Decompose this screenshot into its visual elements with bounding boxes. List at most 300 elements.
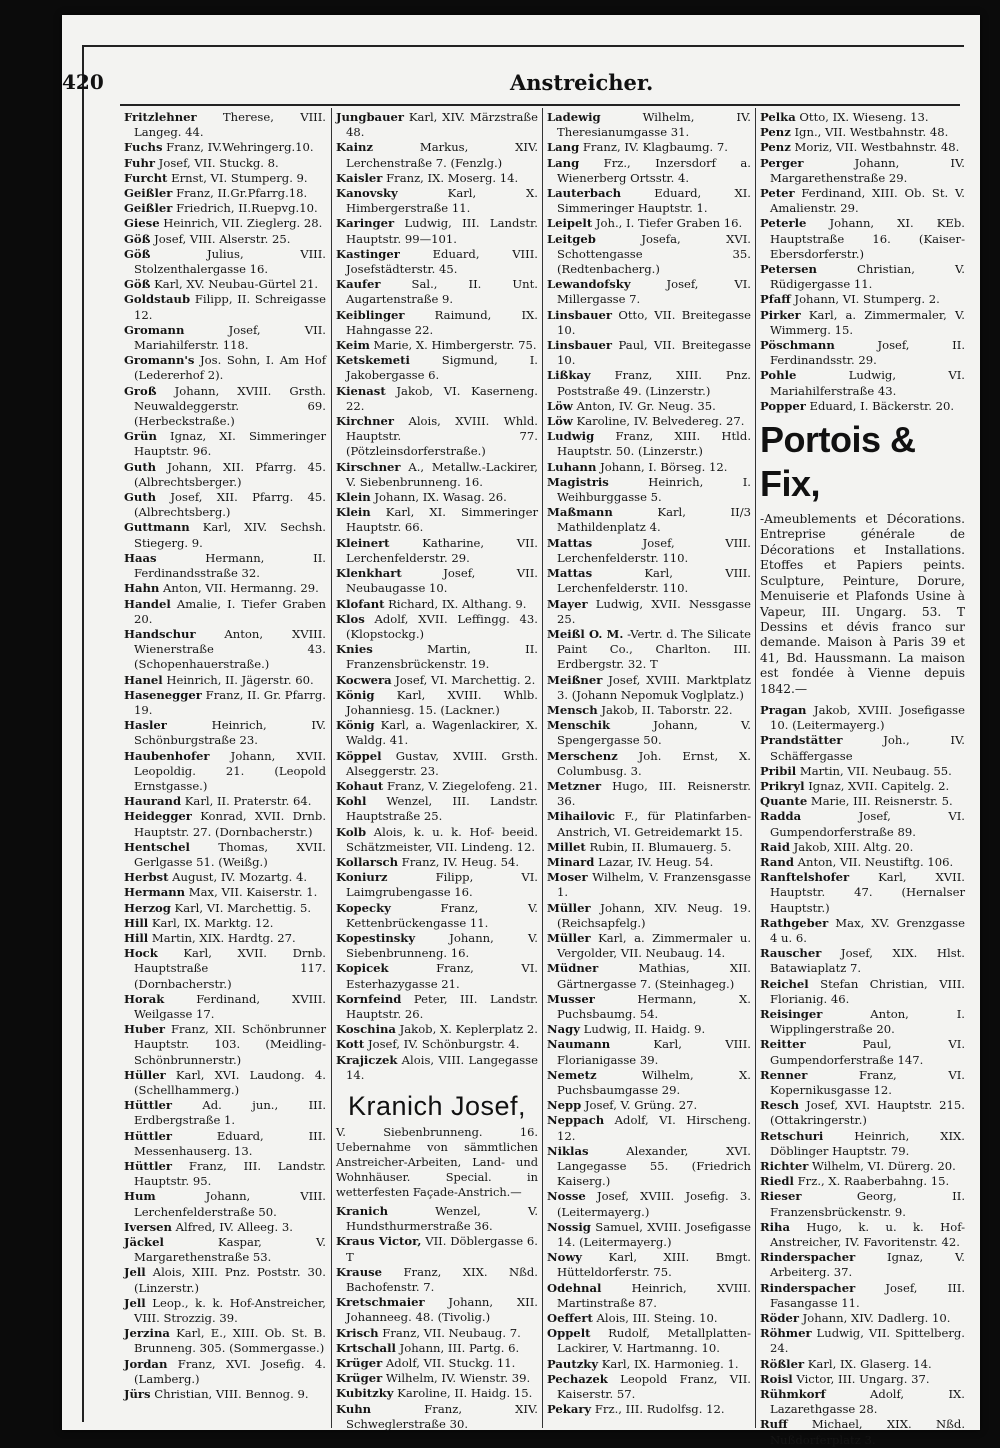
- entry-name: Müller: [547, 930, 591, 945]
- entry-details: Joh., I. Tiefer Graben 16.: [592, 216, 743, 231]
- directory-entry: [336, 855, 538, 870]
- entry-name: Nepp: [547, 1098, 582, 1113]
- directory-entry: [336, 460, 538, 490]
- entry-details: Gustav, XVIII. Grsth. Alseggerstr. 23.: [346, 748, 538, 778]
- entry-details: Karl, XIV. Märzstraße 48.: [346, 110, 538, 140]
- entry-name: Kornfeind: [336, 991, 402, 1006]
- directory-entry: [547, 1068, 751, 1098]
- directory-entry: [547, 308, 751, 338]
- directory-entry: [547, 475, 751, 505]
- entry-name: Pfaff: [760, 292, 791, 307]
- entry-details: Karl, VI. Marchettig. 5.: [170, 900, 312, 915]
- entry-name: Kretschmaier: [336, 1295, 425, 1310]
- directory-entry: [336, 186, 538, 216]
- entry-name: Röhmer: [760, 1326, 812, 1341]
- entry-details: Eduard, VIII. Josefstädterstr. 45.: [346, 246, 538, 277]
- entry-details: Adolf, IX. Lazarethgasse 28.: [770, 1387, 965, 1417]
- entry-name: Metzner: [547, 778, 602, 793]
- column-divider: [755, 108, 756, 1428]
- directory-entry: [336, 825, 538, 855]
- directory-entry: [124, 353, 326, 383]
- directory-entry: [336, 749, 538, 779]
- directory-entry: [547, 277, 751, 307]
- directory-entry: [760, 1037, 965, 1067]
- directory-entry: [336, 566, 538, 596]
- entry-details: Georg, II. Franzensbrückenstr. 9.: [770, 1189, 965, 1219]
- entry-details: Franz, VII. Neubaug. 7.: [378, 1325, 521, 1340]
- directory-entry: [336, 901, 538, 931]
- directory-entry: [124, 216, 326, 231]
- directory-entry: [336, 1371, 538, 1386]
- entry-name: Hanel: [124, 672, 163, 687]
- entry-name: Jerzina: [124, 1326, 170, 1341]
- directory-entry: [760, 1129, 965, 1159]
- entry-details: Julius, VIII. Stolzenthalergasse 16.: [134, 246, 326, 277]
- directory-entry: [547, 216, 751, 231]
- entry-name: Geißler: [124, 201, 173, 216]
- entry-name: Lißkay: [547, 368, 591, 383]
- entry-name: Jürs: [124, 1387, 151, 1402]
- entry-details: F., für Platinfarben-Anstrich, VI. Getreidemarkt 15.: [557, 809, 751, 839]
- directory-entry: [547, 110, 751, 140]
- directory-entry: [124, 1357, 326, 1387]
- entry-name: Hasenegger: [124, 687, 202, 702]
- kranich-ad-headline: Kranich Josef,: [347, 1091, 527, 1121]
- directory-entry: [547, 1357, 751, 1372]
- entry-name: Heidegger: [124, 809, 192, 824]
- entry-details: Karl, X. Himbergerstraße 11.: [346, 186, 538, 216]
- directory-entry: [336, 718, 538, 748]
- entry-name: Kirchner: [336, 414, 394, 429]
- entry-name: Hermann: [124, 885, 186, 900]
- entry-details: Anton, IV. Gr. Neug. 35.: [572, 398, 716, 413]
- entry-name: Göß: [124, 277, 151, 292]
- entry-name: Kastinger: [336, 246, 400, 261]
- entry-details: Johann, VI. Stumperg. 2.: [790, 292, 940, 307]
- entry-name: Kanovsky: [336, 186, 398, 201]
- entry-name: Oeffert: [547, 1311, 593, 1326]
- entry-details: Alois, VIII. Langegasse 14.: [346, 1052, 538, 1082]
- entry-details: Ludwig, II. Haidg. 9.: [579, 1022, 706, 1037]
- directory-entry: [547, 627, 751, 673]
- entry-name: Naumann: [547, 1037, 611, 1052]
- entry-details: Johann, XIV. Dadlerg. 10.: [798, 1311, 951, 1326]
- directory-entry: [124, 1326, 326, 1356]
- entry-details: Frz., X. Raaberbahng. 15.: [793, 1174, 950, 1189]
- directory-entry: [547, 703, 751, 718]
- entry-name: Rinderspacher: [760, 1250, 856, 1265]
- entry-details: Ludwig, XVII. Nessgasse 25.: [557, 596, 751, 626]
- entry-name: Nagy: [547, 1022, 580, 1037]
- directory-entry: [124, 1068, 326, 1098]
- directory-entry: [336, 536, 538, 566]
- entry-details: Amalie, I. Tiefer Graben 20.: [134, 596, 326, 626]
- directory-entry: [547, 338, 751, 368]
- directory-entry: [124, 931, 326, 946]
- directory-entry: [336, 992, 538, 1022]
- entry-name: Reichel: [760, 976, 809, 991]
- entry-name: Guth: [124, 459, 157, 474]
- entry-name: Lauterbach: [547, 186, 622, 201]
- entry-details: Karl, IX. Harmonieg. 1.: [598, 1356, 739, 1371]
- entry-details: Karl, IX. Marktg. 12.: [148, 915, 274, 930]
- entry-name: Kohaut: [336, 778, 384, 793]
- entry-name: Resch: [760, 1098, 800, 1113]
- entry-name: Klenkhart: [336, 566, 402, 581]
- entry-name: Pelka: [760, 110, 796, 124]
- directory-entry: [336, 597, 538, 612]
- directory-entry: [124, 186, 326, 201]
- entry-details: Johann, IX. Wasag. 26.: [370, 490, 507, 505]
- entry-details: Alois, k. u. k. Hof- beeid. Schätzmeister, VII. Lindeng. 12.: [346, 824, 538, 854]
- entry-name: Hill: [124, 930, 149, 945]
- entry-details: Hermann, II. Ferdinandsstraße 32.: [134, 550, 326, 581]
- entry-name: Ludwig: [547, 429, 595, 444]
- entry-details: Josef, XIX. Hlst. Batawiaplatz 7.: [770, 946, 965, 976]
- entry-name: Maßmann: [547, 505, 613, 520]
- entry-name: Hüller: [124, 1067, 166, 1082]
- entry-name: Pribil: [760, 763, 797, 778]
- directory-entry: [336, 1386, 538, 1401]
- directory-entry: [760, 1159, 965, 1174]
- entry-name: Hüttler: [124, 1098, 172, 1113]
- entry-name: Nemetz: [547, 1067, 597, 1082]
- directory-entry: [336, 612, 538, 642]
- entry-details: Franz, V. Kettenbrückengasse 11.: [346, 900, 538, 930]
- entry-name: Pohle: [760, 368, 797, 383]
- entry-details: Alois, XIII. Pnz. Poststr. 30. (Linzerstr.): [134, 1265, 326, 1295]
- directory-entry: [336, 308, 538, 338]
- entry-details: Franz, VI. Kopernikusgasse 12.: [770, 1067, 965, 1098]
- entry-details: Katharine, VII. Lerchenfelderstr. 29.: [346, 535, 538, 565]
- entry-name: Rühmkorf: [760, 1387, 826, 1402]
- entry-name: Kopecky: [336, 900, 391, 915]
- directory-entry: [336, 961, 538, 991]
- directory-entry: [760, 308, 965, 338]
- directory-entry: [336, 140, 538, 170]
- entry-name: Groß: [124, 383, 157, 398]
- directory-entry: [336, 1265, 538, 1295]
- entry-details: Josef, VI. Marchettig. 2.: [391, 672, 536, 687]
- entry-name: Gromann's: [124, 353, 195, 368]
- directory-entry: [760, 977, 965, 1007]
- entry-details: Rubin, II. Blumauerg. 5.: [585, 839, 732, 854]
- entry-name: Huber: [124, 1022, 165, 1037]
- entry-details: Josef, VI. Millergasse 7.: [557, 277, 751, 307]
- directory-entry: [760, 186, 965, 216]
- entry-details: Richard, IX. Althang. 9.: [384, 596, 527, 611]
- entry-details: Sal., II. Unt. Augartenstraße 9.: [346, 277, 538, 307]
- entry-details: Rudolf, Metallplatten-Lackirer, V. Hartmanng. 10.: [557, 1326, 751, 1356]
- entry-name: Perger: [760, 155, 804, 170]
- directory-entry: [760, 1068, 965, 1098]
- entry-details: Frz., Inzersdorf a. Wienerberg Ortsstr. 4.: [557, 155, 751, 185]
- entry-details: Anton, XVIII. Wienerstraße 43. (Schopenhauerstraße.): [134, 626, 326, 672]
- entry-name: Mayer: [547, 596, 588, 611]
- entry-details: Jakob, XVIII. Josefigasse 10. (Leitermayerg.): [770, 702, 965, 733]
- entry-name: Hill: [124, 915, 149, 930]
- directory-entry: [760, 779, 965, 794]
- entry-details: Franz, IV.Wehringerg.10.: [162, 140, 314, 155]
- directory-entry: [760, 110, 965, 125]
- directory-entry: [124, 870, 326, 885]
- directory-entry: [760, 1387, 965, 1417]
- directory-entry: [336, 1402, 538, 1432]
- entry-name: Handschur: [124, 626, 196, 641]
- directory-entry: [336, 688, 538, 718]
- entry-name: Keim: [336, 338, 370, 353]
- entry-details: Therese, VIII. Langeg. 44.: [134, 110, 326, 140]
- entry-details: Karl, XVII. Hauptstr. 47. (Hernalser Hauptstr.): [770, 870, 965, 915]
- page-number: 420: [62, 70, 104, 94]
- entry-details: Johann, XI. KEb. Hauptstraße 16. (Kaiser-Ebersdorferstr.): [770, 216, 965, 261]
- directory-entry: [547, 749, 751, 779]
- entry-details: Leopold Franz, VII. Kaiserstr. 57.: [557, 1371, 751, 1402]
- entry-name: Nossig: [547, 1219, 591, 1234]
- entry-name: Krüger: [336, 1356, 383, 1371]
- entry-name: Kirschner: [336, 459, 401, 474]
- entry-details: Johann, I. Börseg. 12.: [596, 459, 728, 474]
- entry-name: Klein: [336, 490, 371, 505]
- directory-entry: [547, 1037, 751, 1067]
- entry-details: Martin, II. Franzensbrückenstr. 19.: [346, 642, 538, 672]
- directory-entry: [547, 232, 751, 278]
- directory-entry: [124, 1265, 326, 1295]
- entry-name: Leitgeb: [547, 231, 596, 246]
- column-4: [760, 110, 965, 1447]
- directory-entry: [124, 1387, 326, 1402]
- entry-details: A., Metallw.-Lackirer, V. Siebenbrunneng. 16.: [346, 459, 538, 489]
- directory-entry: [547, 809, 751, 839]
- entry-details: Martin, VII. Neubaug. 55.: [796, 763, 952, 778]
- entry-details: Johann, VIII. Lerchenfelderstraße 50.: [134, 1189, 326, 1219]
- entry-name: Giese: [124, 216, 160, 231]
- directory-entry: [547, 901, 751, 931]
- directory-entry: [124, 627, 326, 673]
- entry-details: Heinrich, XVIII. Martinstraße 87.: [557, 1280, 751, 1310]
- entry-name: Radda: [760, 809, 802, 824]
- entry-name: Ranftelshofer: [760, 870, 850, 885]
- entry-name: Musser: [547, 991, 595, 1006]
- directory-entry: [760, 794, 965, 809]
- directory-entry: [124, 110, 326, 140]
- entry-name: Jell: [124, 1295, 146, 1310]
- directory-entry: [547, 1281, 751, 1311]
- entry-details: Josef, XVI. Hauptstr. 215. (Ottakringerstr.): [770, 1098, 965, 1128]
- entry-name: Kranich: [336, 1204, 389, 1218]
- directory-entry: [124, 809, 326, 839]
- directory-entry: [547, 566, 751, 596]
- entry-details: Ignaz, XI. Simmeringer Hauptstr. 96.: [134, 429, 326, 459]
- directory-entry: [760, 1372, 965, 1387]
- directory-entry: [124, 1189, 326, 1219]
- entry-name: Krüger: [336, 1371, 383, 1386]
- directory-entry: [124, 1220, 326, 1235]
- entry-details: Lazar, IV. Heug. 54.: [594, 854, 714, 869]
- entry-details: Franz, XIII. Pnz. Poststraße 49. (Linzerstr.): [557, 368, 751, 398]
- entry-name: Pautzky: [547, 1356, 599, 1371]
- directory-entry: [547, 368, 751, 398]
- entry-details: Samuel, XVIII. Josefigasse 14. (Leitermayerg.): [557, 1219, 751, 1250]
- entry-details: Franz, II. Gr. Pfarrg. 19.: [134, 687, 326, 717]
- entry-name: Mattas: [547, 566, 593, 581]
- entry-details: Markus, XIV. Lerchenstraße 7. (Fenzlg.): [346, 140, 538, 170]
- entry-name: Meißl O. M.: [547, 626, 624, 641]
- entry-name: Kopicek: [336, 961, 389, 976]
- entry-details: Johann, XII. Johanneeg. 48. (Tivolig.): [346, 1295, 538, 1325]
- directory-entry: [760, 703, 965, 733]
- entry-name: Nosse: [547, 1189, 586, 1204]
- directory-entry: [547, 840, 751, 855]
- entry-name: Quante: [760, 794, 808, 809]
- entry-details: Jos. Sohn, I. Am Hof (Ledererhof 2).: [134, 353, 326, 383]
- entry-name: Roisl: [760, 1371, 793, 1386]
- directory-entry: [124, 673, 326, 688]
- entry-name: Karinger: [336, 216, 395, 231]
- directory-entry: [336, 931, 538, 961]
- entry-name: Rinderspacher: [760, 1280, 856, 1295]
- directory-entry: [760, 946, 965, 976]
- entry-details: Josef, VII. Mariahilferstr. 118.: [134, 322, 326, 353]
- entry-details: Otto, VII. Breitegasse 10.: [557, 307, 751, 337]
- entry-details: Karl, E., XIII. Ob. St. B. Brunneng. 305. (Sommergasse.): [134, 1326, 326, 1356]
- directory-entry: [760, 870, 965, 916]
- directory-entry: [336, 505, 538, 535]
- entry-details: -Vertr. d. The Silicate Paint Co., Charlton. III. Erdbergstr. 32. T: [557, 626, 751, 672]
- entry-name: Rößler: [760, 1356, 805, 1371]
- header-rule: [120, 104, 960, 106]
- entry-details: Karl, a. Wagenlackirer, X. Waldg. 41.: [346, 718, 538, 748]
- directory-entry: [336, 642, 538, 672]
- entry-name: Retschuri: [760, 1128, 824, 1143]
- entry-details: Karl, VIII. Florianigasse 39.: [557, 1037, 751, 1067]
- entry-name: Kocwera: [336, 672, 392, 687]
- entry-name: Keiblinger: [336, 307, 405, 322]
- entry-name: Peter: [760, 186, 795, 201]
- directory-entry: [547, 429, 751, 459]
- entry-details: Johann, XIV. Neug. 19. (Reichsapfelg.): [557, 900, 751, 930]
- kranich-ad-body: V. Siebenbrunneng. 16. Uebernahme von sämmtlichen Anstreicher-Arbeiten, Land- und Wohnhäuser. Special. in wetterfesten Façade-Anstrich.—: [336, 1125, 538, 1199]
- entry-details: Johann, III. Partg. 6.: [395, 1340, 520, 1355]
- directory-entry: [124, 794, 326, 809]
- column-3: [547, 110, 751, 1425]
- entry-name: Nowy: [547, 1250, 583, 1265]
- entry-name: Ladewig: [547, 110, 601, 124]
- entry-name: Haurand: [124, 794, 182, 809]
- entry-name: Hentschel: [124, 839, 190, 854]
- portois-ad-body: -Ameublements et Décorations. Entreprise générale de Décorations et Installations. Etoffes et Papiers peints. Sculpture, Peinture, Dorure, Menuiserie et Plafonds Usine à Vapeur, III. Ungarg. 53. T Dessins et dévis franco sur demande. Maison à Paris 39 et 41, Bd. Haussmann. La maison est fondée à Vienne depuis 1842.—: [760, 512, 965, 696]
- entry-details: Ferdinand, XIII. Ob. St. V. Amalienstr. 29.: [770, 186, 965, 216]
- entry-details: Karl, VIII. Lerchenfelderstr. 110.: [557, 566, 751, 596]
- entry-details: Franz, III. Landstr. Hauptstr. 95.: [134, 1159, 326, 1189]
- entry-details: Johann, XVIII. Grsth. Neuwaldeggerstr. 69. (Herbeckstraße.): [134, 383, 326, 429]
- entry-details: Karoline, II. Haidg. 15.: [393, 1386, 533, 1401]
- directory-entry: [336, 673, 538, 688]
- entry-details: Jakob, XIII. Altg. 20.: [789, 839, 914, 854]
- entry-details: Max, XV. Grenzgasse 4 u. 6.: [770, 915, 965, 945]
- entry-name: Ketskemeti: [336, 353, 410, 368]
- entry-name: Odehnal: [547, 1280, 602, 1295]
- entry-details: Ludwig, VII. Spittelberg. 24.: [770, 1326, 965, 1356]
- entry-details: Filipp, VI. Laimgrubengasse 16.: [346, 870, 538, 900]
- directory-entry: [760, 1417, 965, 1447]
- directory-entry: [336, 794, 538, 824]
- entry-details: Franz, VI. Esterhazygasse 21.: [346, 961, 538, 991]
- directory-entry: [336, 171, 538, 186]
- entry-details: Josef, VIII. Lerchenfelderstr. 110.: [557, 535, 751, 565]
- entry-details: Alois, XVIII. Whld. Hauptstr. 77. (Pötzleinsdorferstraße.): [346, 414, 538, 459]
- entry-name: Klofant: [336, 596, 385, 611]
- entry-details: Josef, VII. Stuckg. 8.: [155, 155, 279, 170]
- directory-entry: [760, 140, 965, 155]
- entry-details: Karl, XVIII. Whlb. Johanniesg. 15. (Lackner.): [346, 687, 538, 717]
- entry-name: Göß: [124, 246, 151, 261]
- entry-name: Jäckel: [124, 1235, 164, 1250]
- entry-details: Josef, XII. Pfarrg. 45. (Albrechtsberg.): [134, 490, 326, 520]
- entry-name: Kienast: [336, 383, 386, 398]
- entry-details: Paul, VI. Gumpendorferstraße 147.: [770, 1037, 965, 1067]
- entry-details: Wilhelm, IV. Wienstr. 39.: [382, 1371, 531, 1386]
- directory-entry: [547, 460, 751, 475]
- directory-entry: [336, 490, 538, 505]
- entry-details: Karl, II/3 Mathildenplatz 4.: [557, 505, 751, 535]
- entry-details: Josef, III. Fasangasse 11.: [770, 1280, 965, 1310]
- entry-details: Karl, XIII. Bmgt. Hütteldorferstr. 75.: [557, 1250, 751, 1280]
- entry-details: Josef, II. Ferdinandsstr. 29.: [770, 338, 965, 368]
- entry-details: Martin, XIX. Hardtg. 27.: [148, 930, 296, 945]
- entry-details: Franz, XIX. Nßd. Bachofenstr. 7.: [346, 1264, 538, 1295]
- entry-name: Hüttler: [124, 1128, 172, 1143]
- entry-name: König: [336, 718, 375, 733]
- entry-name: Rand: [760, 854, 794, 869]
- entry-name: Herbst: [124, 870, 169, 885]
- entry-details: Mathias, XII. Gärtnergasse 7. (Steinhageg.): [557, 961, 751, 991]
- directory-entry: [760, 399, 965, 414]
- entry-name: Grün: [124, 429, 157, 444]
- entry-details: Max, VII. Kaiserstr. 1.: [185, 885, 318, 900]
- directory-entry: [124, 718, 326, 748]
- directory-entry: [547, 1113, 751, 1143]
- directory-entry: [124, 171, 326, 186]
- entry-name: Pragan: [760, 702, 807, 717]
- directory-entry: [547, 1372, 751, 1402]
- directory-entry: [336, 1295, 538, 1325]
- entry-details: Stefan Christian, VIII. Florianig. 46.: [770, 976, 965, 1006]
- entry-name: Kott: [336, 1037, 365, 1052]
- directory-entry: [124, 429, 326, 459]
- entry-name: Geißler: [124, 186, 173, 201]
- directory-entry: [336, 247, 538, 277]
- entry-name: Reitter: [760, 1037, 806, 1052]
- entry-name: Löw: [547, 398, 573, 413]
- entry-name: Kubitzky: [336, 1386, 394, 1401]
- entry-details: Joh., IV. Schäffergasse: [770, 733, 965, 763]
- entry-details: Jakob, II. Taborstr. 22.: [597, 702, 733, 717]
- entry-details: Josef, VIII. Alserstr. 25.: [150, 231, 291, 246]
- directory-entry: [336, 1341, 538, 1356]
- entry-details: Victor, III. Ungarg. 37.: [792, 1371, 930, 1386]
- entry-name: Köppel: [336, 748, 382, 763]
- entry-name: Leipelt: [547, 216, 593, 231]
- entry-name: Oppelt: [547, 1326, 591, 1341]
- entry-name: Kaufer: [336, 277, 381, 292]
- entry-name: Niklas: [547, 1143, 589, 1158]
- entry-details: Eduard, III. Messenhauserg. 13.: [134, 1128, 326, 1158]
- directory-entry: [547, 1144, 751, 1190]
- entry-name: Knies: [336, 642, 373, 657]
- entry-name: Hasler: [124, 718, 167, 733]
- entry-name: Peterle: [760, 216, 807, 231]
